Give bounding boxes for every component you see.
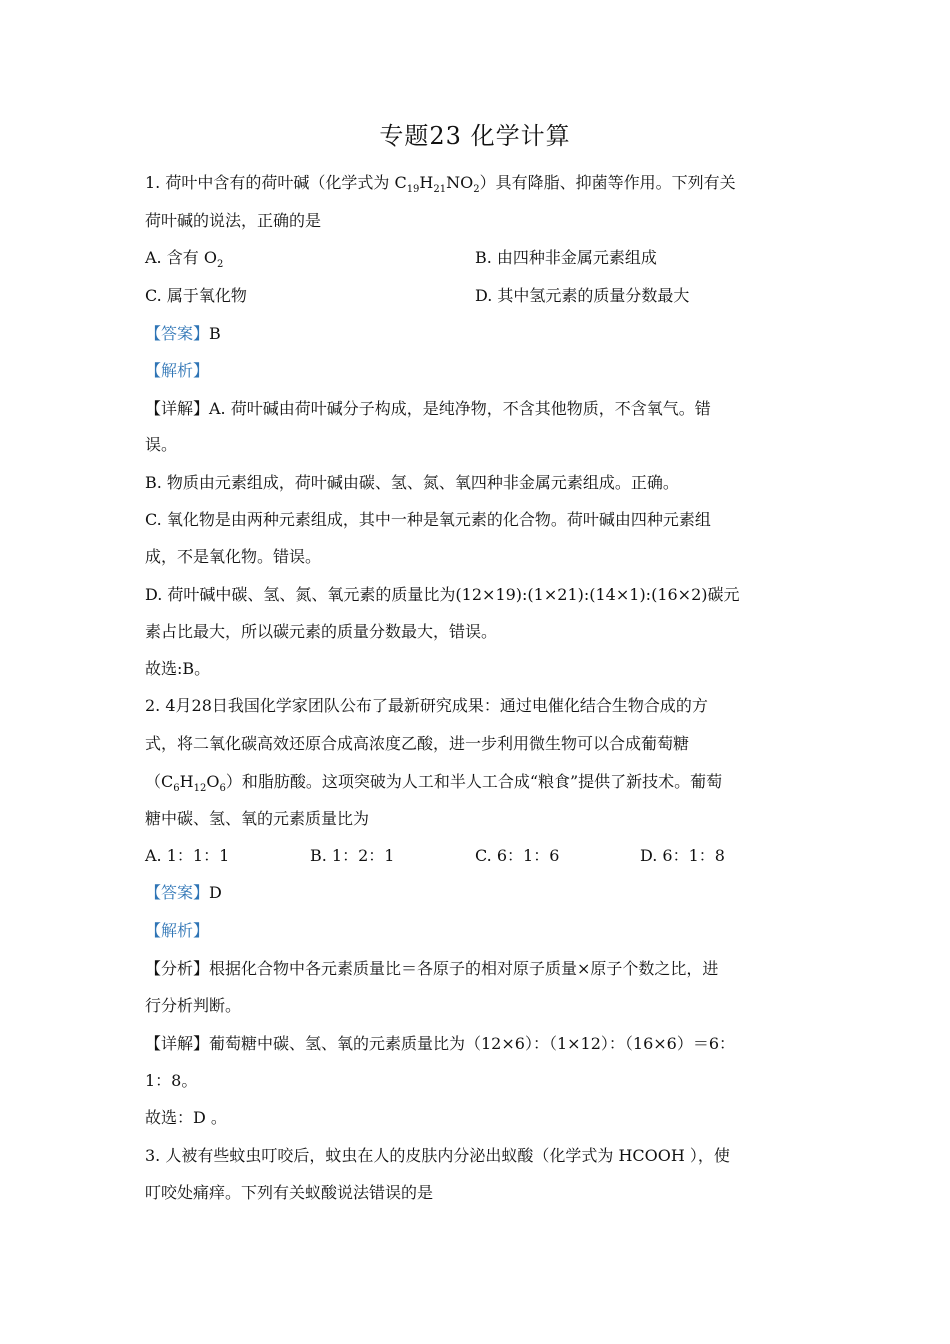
q2-answer [145,882,810,904]
q2-analysis-tag: 【解析】 [145,921,210,940]
q1-detail-c-line1: C. 氧化物是由两种元素组成，其中一种是氧元素的化合物。荷叶碱由四种元素组 [145,510,711,529]
formula-subscript: 2 [216,259,224,271]
q2-stem-part: （C [145,772,174,791]
q2-fenxi-line2: 行分析判断。 [145,996,242,1015]
formula-part: O [206,772,220,791]
q2-fenxi-line1: 【分析】根据化合物中各元素质量比＝各原子的相对原子质量×原子个数之比，进 [145,959,719,978]
formula-subscript: 19 [406,184,420,196]
q2-stem-line4: 糖中碳、氢、氧的元素质量比为 [145,809,370,828]
formula-part: H [419,173,434,192]
q2-detail-line1: 【详解】葡萄糖中碳、氢、氧的元素质量比为（12×6）：（1×12）：（16×6）＝6： [145,1034,736,1053]
q1-option-c: C. 属于氧化物 [145,286,247,305]
q1-answer [145,323,810,345]
q3-stem-line1: 3. 人被有些蚊虫叮咬后，蚊虫在人的皮肤内分泌出蚁酸（化学式为 HCOOH ），使 [145,1146,730,1165]
q2-option-d: D. 6：1：8 [640,846,725,865]
q2-choose: 故选：D 。 [145,1108,227,1127]
q3-stem-line2: 叮咬处痛痒。下列有关蚁酸说法错误的是 [145,1183,434,1202]
q2-option-a: A. 1：1：1 [145,846,230,865]
answer-tag: 【答案】 [145,883,210,902]
formula-part: H [179,772,194,791]
formula-subscript: 6 [173,783,180,795]
q1-detail-b: B. 物质由元素组成，荷叶碱由碳、氢、氮、氧四种非金属元素组成。正确。 [145,473,679,492]
q2-detail-line2: 1：8。 [145,1071,198,1090]
q2-stem-line2: 式，将二氧化碳高效还原合成高浓度乙酸，进一步利用微生物可以合成葡萄糖 [145,734,690,753]
q2-stem-line1: 2. 4月28日我国化学家团队公布了最新研究成果：通过电催化结合生物合成的方 [145,696,708,715]
formula-part: NO [446,173,474,192]
answer-value: B [209,324,221,343]
formula-subscript: 12 [193,783,207,795]
formula-subscript: 6 [219,783,226,795]
q1-detail-a-line2: 误。 [145,435,178,454]
formula-subscript: 21 [433,184,447,196]
q2-stem-part: ）和脂肪酸。这项突破为人工和半人工合成“粮食”提供了新技术。葡萄 [225,772,723,791]
formula-subscript: 2 [473,184,480,196]
answer-value: D [209,883,222,902]
q2-option-b: B. 1：2：1 [310,846,395,865]
q2-stem-line3 [145,771,810,800]
page-title: 专题23 化学计算 [379,122,571,150]
option-text: A. 含有 O [145,248,217,267]
q1-analysis-tag: 【解析】 [145,361,210,380]
q1-detail-d-line2: 素占比最大，所以碳元素的质量分数最大，错误。 [145,622,498,641]
q1-detail-d-line1: D. 荷叶碱中碳、氢、氮、氧元素的质量比为(12×19):(1×21):(14×1):(16×2)碳元 [145,585,740,604]
q1-option-b: B. 由四种非金属元素组成 [475,248,657,267]
q1-choose: 故选:B。 [145,659,211,678]
q1-stem-line2: 荷叶碱的说法，正确的是 [145,211,322,230]
q1-detail-c-line2: 成，不是氧化物。错误。 [145,547,322,566]
q1-stem-part: ）具有降脂、抑菌等作用。下列有关 [479,173,736,192]
q1-option-d: D. 其中氢元素的质量分数最大 [475,286,690,305]
q1-stem-part: 1. 荷叶中含有的荷叶碱（化学式为 C [145,173,407,192]
q2-option-c: C. 6：1：6 [475,846,560,865]
q1-detail-a-line1: 【详解】A. 荷叶碱由荷叶碱分子构成，是纯净物，不含其他物质，不含氧气。错 [145,399,711,418]
answer-tag: 【答案】 [145,324,210,343]
q1-option-a [145,247,223,276]
q1-stem-line1 [145,172,810,201]
